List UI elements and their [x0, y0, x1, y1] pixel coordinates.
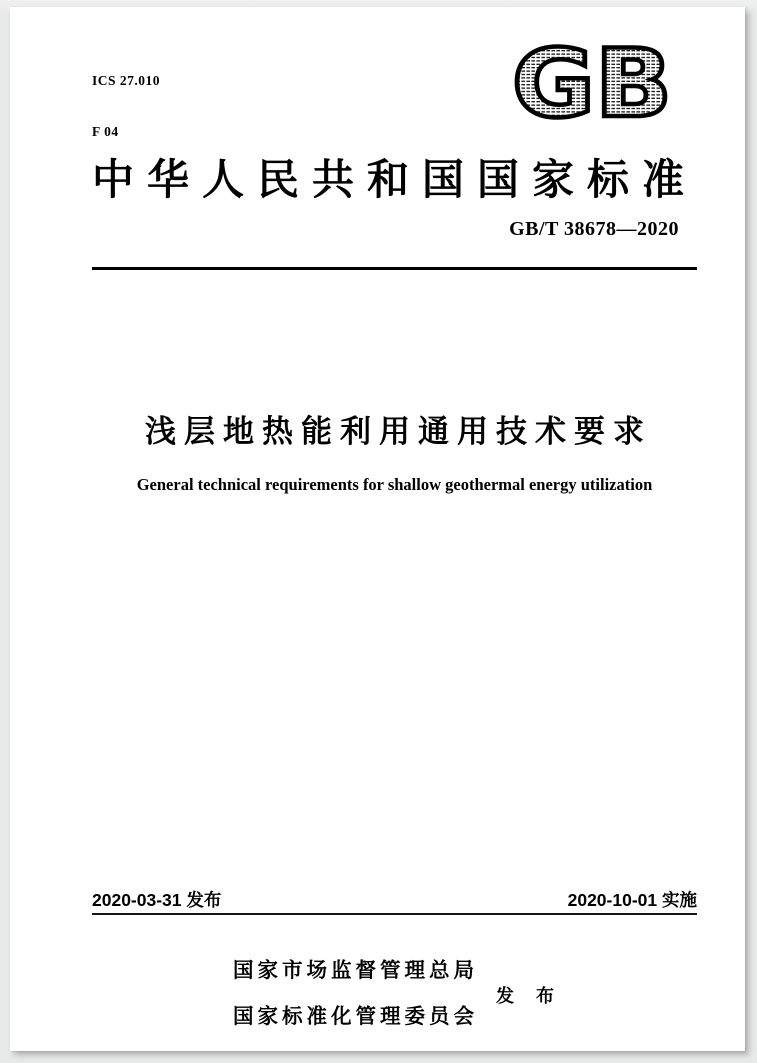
doc-class-code: F 04 [92, 124, 119, 139]
issuer-names [233, 937, 478, 1052]
standard-cover-page [10, 7, 745, 1051]
implement-date: 2020-10-01 实施 [567, 890, 697, 910]
issuer-line-1: 国家市场监督管理总局 [233, 960, 478, 982]
issue-date: 2020-03-31 发布 [92, 890, 222, 910]
document-title-en: General technical requirements for shallow geothermal energy utilization [136, 475, 653, 494]
document-title-zh: 浅层地热能利用通用技术要求 [145, 414, 652, 449]
header-rule [92, 267, 697, 270]
ics-number: ICS 27.010 [92, 73, 161, 88]
standard-name-heading: 中华人民共和国国家标准 [92, 158, 698, 204]
gb-logo-text: GB [512, 32, 672, 130]
publish-label: 发 布 [496, 985, 556, 1006]
gb-logo [506, 32, 678, 130]
standard-code: GB/T 38678—2020 [509, 218, 679, 240]
issuer-line-2: 国家标准化管理委员会 [233, 1006, 478, 1028]
dates-row [92, 887, 697, 912]
issuer-block [92, 937, 697, 1052]
footer-rule [92, 913, 697, 915]
